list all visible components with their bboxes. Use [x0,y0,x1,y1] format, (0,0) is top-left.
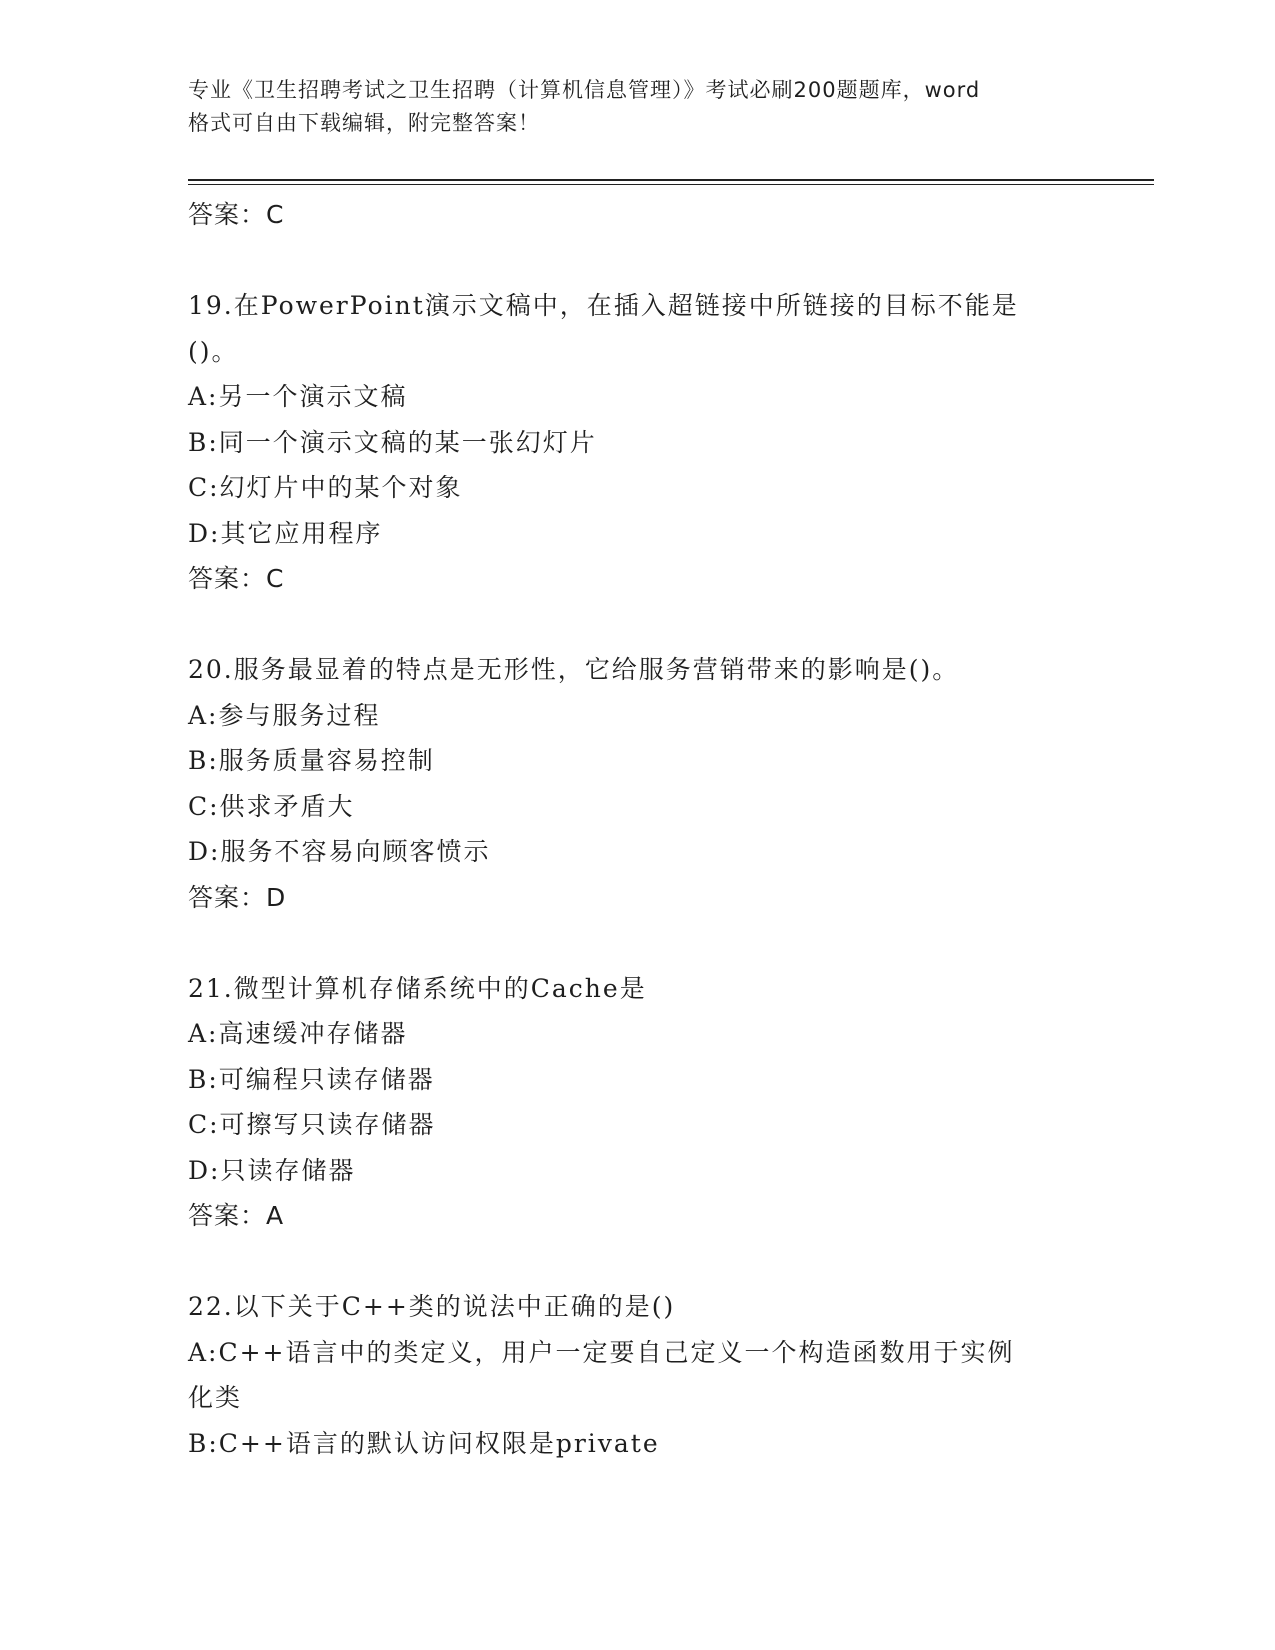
option-a: A:参与服务过程 [188,700,381,730]
option-b: B:同一个演示文稿的某一张幻灯片 [188,427,597,457]
header-line-1: 专业《卫生招聘考试之卫生招聘（计算机信息管理）》考试必刷200题题库，word [188,78,981,102]
option-c: C:可擦写只读存储器 [188,1110,436,1139]
block-spacer [188,1239,1088,1285]
block-spacer [188,602,1088,648]
option-c: C:供求矛盾大 [188,791,355,821]
question-text: 21.微型计算机存储系统中的Cache是 [188,973,647,1003]
question-22 [188,1284,1088,1466]
answer-line: 答案：A [188,1201,285,1230]
question-text: 19.在PowerPoint演示文稿中，在插入超链接中所链接的目标不能是 [188,291,1019,320]
question-list [188,192,1088,1466]
header-rule-thin [188,184,1154,185]
block-spacer [188,920,1088,966]
header-rule-thick [188,179,1154,181]
option-a-cont: 化类 [188,1383,243,1412]
header-line-2: 格式可自由下载编辑，附完整答案！ [188,111,540,135]
option-a: A:C++语言中的类定义，用户一定要自己定义一个构造函数用于实例 [188,1337,1015,1367]
question-19 [188,283,1088,602]
option-b: B:可编程只读存储器 [188,1064,435,1094]
option-a: A:高速缓冲存储器 [188,1019,408,1048]
document-header [188,74,1088,140]
question-text-cont: ()。 [188,336,239,366]
question-20 [188,647,1088,920]
option-c: C:幻灯片中的某个对象 [188,473,463,502]
option-d: D:服务不容易向顾客愤示 [188,837,491,866]
option-d: D:只读存储器 [188,1155,356,1185]
question-text: 20.服务最显着的特点是无形性，它给服务营销带来的影响是()。 [188,655,960,684]
block-spacer [188,238,1088,284]
option-b: B:服务质量容易控制 [188,746,435,775]
answer-line: 答案：C [188,564,285,593]
answer-line: 答案：C [188,200,285,229]
question-text: 22.以下关于C++类的说法中正确的是() [188,1292,676,1321]
question-21 [188,966,1088,1239]
option-a: A:另一个演示文稿 [188,382,408,411]
answer-line: 答案：D [188,882,287,912]
option-b: B:C++语言的默认访问权限是private [188,1428,660,1458]
option-d: D:其它应用程序 [188,518,383,548]
